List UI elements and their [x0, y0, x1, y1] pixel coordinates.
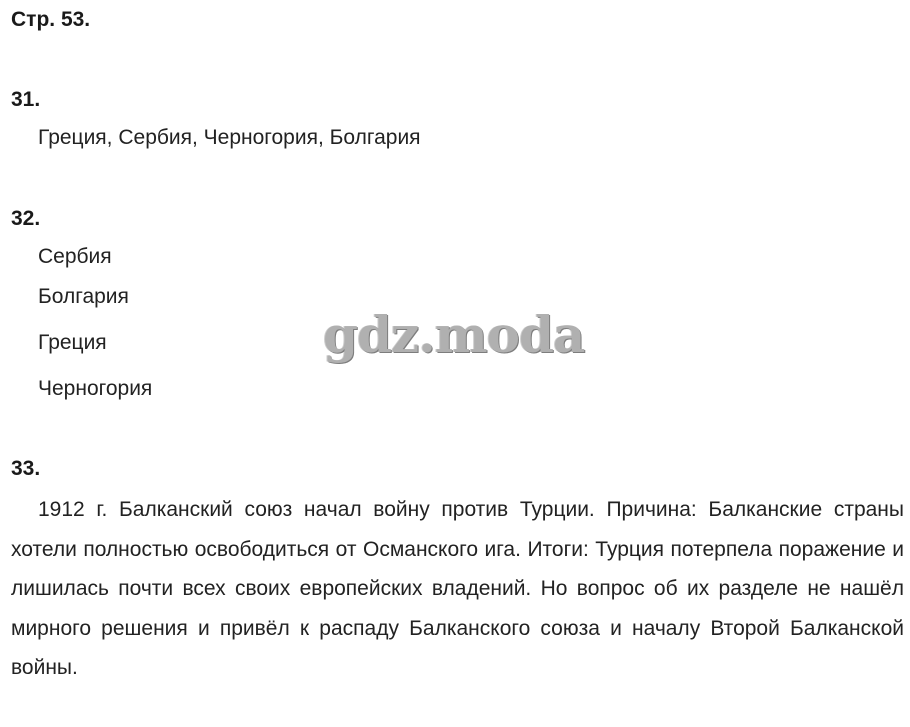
task-32-item: Черногория [38, 377, 153, 400]
task-32-item: Греция [38, 331, 107, 354]
task-31-number: 31. [11, 88, 41, 111]
task-33-number: 33. [11, 457, 41, 480]
task-33-text: 1912 г. Балканский союз начал войну против Турции. Причина: Балканские страны хотели полностью освободиться от Османского ига. Итоги: Турция потерпела поражение и лишилась почти всех своих европейских владений. Но вопрос об их разделе не нашёл мирного решения и привёл к распаду Балканского союза и началу Второй Балканской войны. [11, 498, 904, 679]
page-heading: Стр. 53. [11, 8, 91, 31]
task-31-answer: Греция, Сербия, Черногория, Болгария [38, 126, 421, 149]
task-32-number: 32. [11, 207, 41, 230]
watermark-logo: gdz.moda [323, 305, 585, 364]
task-32-item: Сербия [38, 245, 112, 268]
task-32-item: Болгария [38, 285, 129, 308]
